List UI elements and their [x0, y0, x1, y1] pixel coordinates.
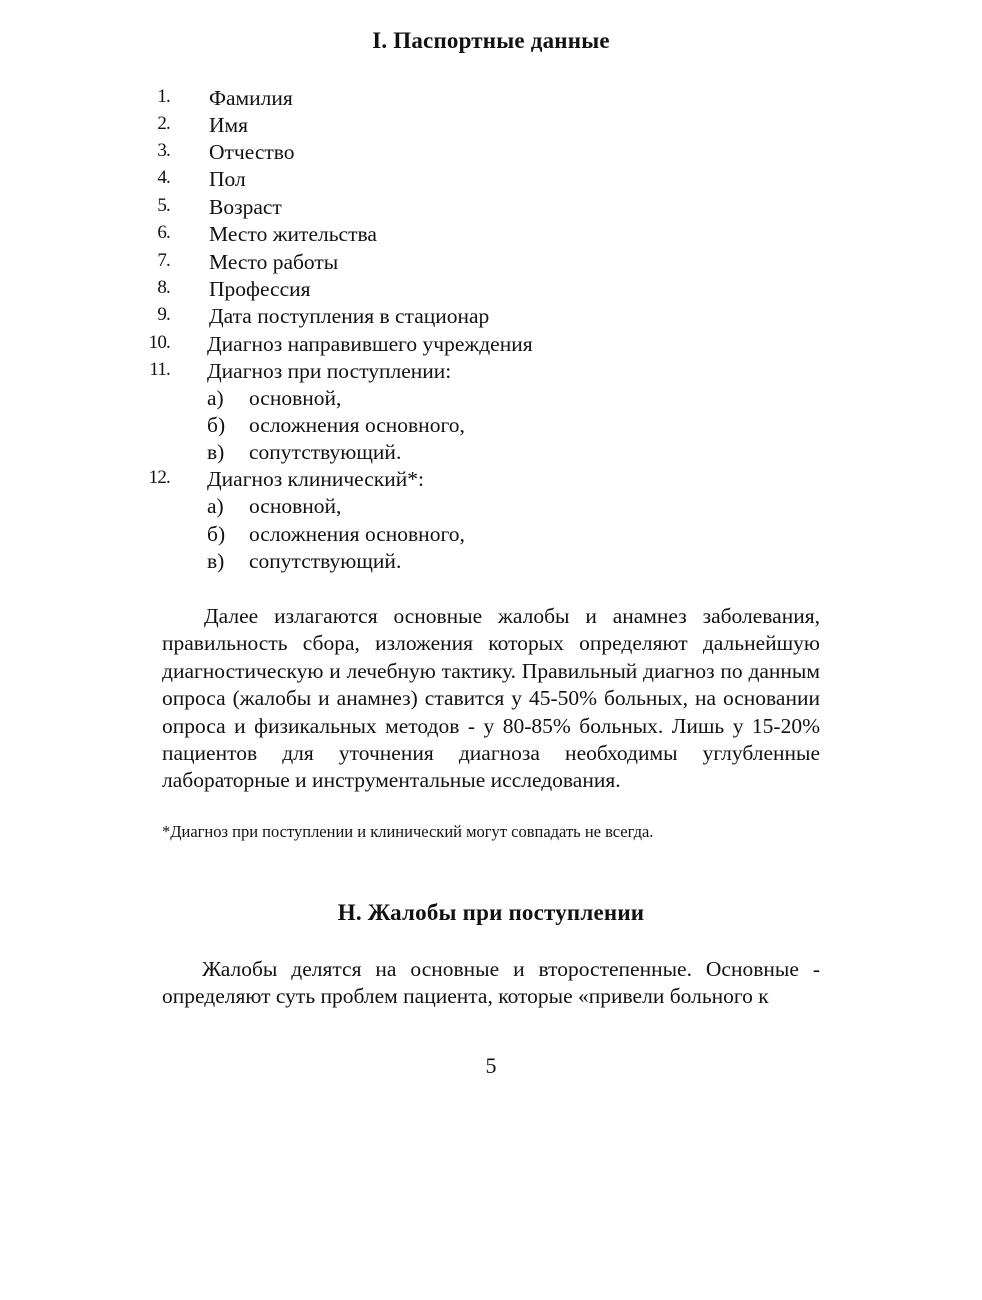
- list-item-label: Место жительства: [209, 222, 377, 246]
- list-item-number: 6.: [157, 222, 170, 243]
- intro-paragraph: Далее излагаются основные жалобы и анамнез заболевания, правильность сбора, изложения которых определяют дальнейшую диагностическую и лечебную тактику. Правильный диагноз по данным опроса (жалобы и анамнез) ставится у 45-50% больных, на основании опроса и физикальных методов - у 80-85% больных. Лишь у 15-20% пациентов для уточнения диагноза необходимы углубленные лабораторные и инструментальные исследования.: [162, 604, 820, 793]
- list-item-label: Имя: [209, 113, 249, 137]
- sub-list-item-letter: а): [207, 494, 224, 518]
- list-item-number: 7.: [157, 250, 170, 271]
- sub-list-item-letter: а): [207, 386, 224, 410]
- list-item-label: Профессия: [209, 277, 311, 301]
- list-item-label: Возраст: [209, 195, 282, 219]
- list-item-label: Место работы: [209, 250, 339, 274]
- list-item-label: Диагноз направившего учреждения: [207, 332, 533, 356]
- sub-list-item-letter: в): [207, 440, 225, 464]
- list-item-number: 1.: [157, 86, 170, 107]
- list-item-number: 5.: [157, 195, 170, 216]
- list-item-number: 10.: [148, 332, 170, 353]
- list-item-label: Диагноз при поступлении:: [207, 359, 452, 383]
- page-number: 5: [485, 1053, 497, 1078]
- list-item-number: 4.: [157, 167, 170, 188]
- footnote: *Диагноз при поступлении и клинический могут совпадать не всегда.: [162, 822, 654, 841]
- list-item-number: 9.: [157, 304, 170, 325]
- sub-list-item-label: основной,: [249, 494, 342, 518]
- list-item-number: 12.: [148, 467, 170, 488]
- section-1-title: I. Паспортные данные: [372, 28, 610, 53]
- list-item-label: Диагноз клинический*:: [207, 467, 424, 491]
- sub-list-item-letter: б): [207, 522, 226, 546]
- section-2-title: Н. Жалобы при поступлении: [337, 900, 645, 925]
- sub-list-item-letter: б): [207, 413, 226, 437]
- sub-list-item-label: осложнения основного,: [249, 522, 465, 546]
- list-item-label: Фамилия: [209, 86, 293, 110]
- list-item-number: 11.: [149, 359, 170, 380]
- list-item-label: Пол: [209, 167, 246, 191]
- list-item-label: Дата поступления в стационар: [209, 304, 490, 328]
- list-item-label: Отчество: [209, 140, 295, 164]
- sub-list-item-label: сопутствующий.: [249, 549, 402, 573]
- sub-list-item-label: основной,: [249, 386, 342, 410]
- list-item-number: 8.: [157, 277, 170, 298]
- sub-list-item-label: сопутствующий.: [249, 440, 402, 464]
- complaints-paragraph: Жалобы делятся на основные и второстепенные. Основные - определяют суть проблем пациента, которые «привели больного к: [162, 957, 820, 1009]
- list-item-number: 2.: [157, 113, 170, 134]
- sub-list-item-letter: в): [207, 549, 225, 573]
- sub-list-item-label: осложнения основного,: [249, 413, 465, 437]
- list-item-number: 3.: [157, 140, 170, 161]
